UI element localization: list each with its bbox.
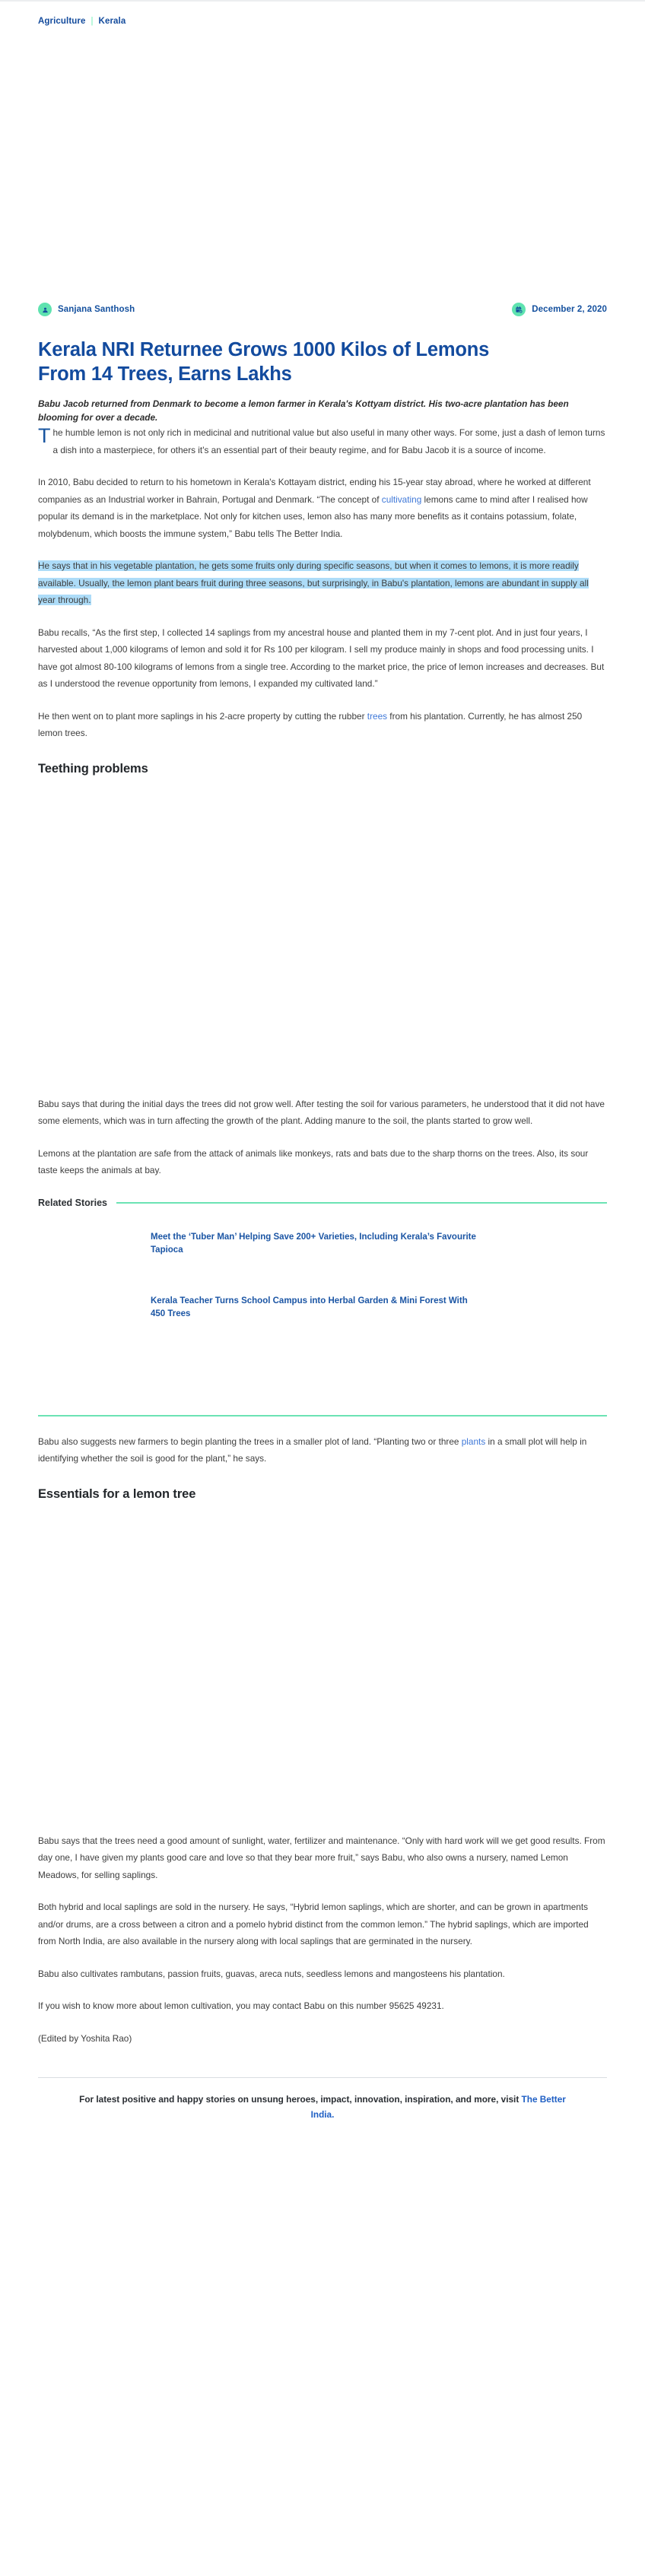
selected-text: He says that in his vegetable plantation, he gets some fruits only during specific seasons, but when it comes to lemons, it is more readily available. Usually, the lemon plant bears fruit during three seasons, but surprisingly, in Babu's plantation, lemons are abundant in supply all year through. xyxy=(38,560,589,605)
related-stories-label: Related Stories xyxy=(38,1197,108,1208)
paragraph-4: Babu recalls, “As the first step, I collected 14 saplings from my ancestral house and planted them in my 7-cent plot. And in just four years, I harvested about 1,000 kilograms of lemon and sold it for Rs 100 per kilogram. I sell my produce mainly in shops and food processing units. I have got almost 80-100 kilograms of lemons from a single tree. According to the market price, the price of lemon increases and decreases. But as I understood the revenue opportunity from lemons, I expanded my cultivated land.” xyxy=(38,627,605,689)
page-title: Kerala NRI Returnee Grows 1000 Kilos of Lemons From 14 Trees, Earns Lakhs xyxy=(38,339,490,385)
related-stories-header xyxy=(38,1198,607,1208)
author-name: Sanjana Santhosh xyxy=(58,305,135,314)
date-block xyxy=(512,303,607,316)
paragraph-2-text-b: lemons came to mind after I realised how popular its demand is in the marketplace. Not only for kitchen uses, lemon also has many more benefits as it contains potassium, folate, molybdenum, which boosts the immune system,” Babu tells The Better India. xyxy=(38,493,588,539)
paragraph-13-editor-credit: (Edited by Yoshita Rao) xyxy=(38,2032,132,2044)
related-story-thumbnail xyxy=(38,1214,135,1269)
paragraph-1-text: he humble lemon is not only rich in medicinal and nutritional value but also useful in many other ways. For some, just a dash of lemon turns a dish into a masterpiece, for others it's an essential part of their beauty regime, and for Babu Jacob it is a source of income. xyxy=(52,427,605,455)
author-block[interactable] xyxy=(38,303,135,316)
breadcrumb-separator: | xyxy=(91,17,94,26)
related-stories-bottom-rule xyxy=(38,1415,607,1416)
paragraph-8-text-b: in a small plot will help in identifying whether the soil is good for the plant,” he says. xyxy=(38,1436,587,1464)
link-cultivating[interactable]: cultivating xyxy=(381,493,422,505)
paragraph-2-text-a: In 2010, Babu decided to return to his hometown in Kerala's Kottayam district, ending his 15-year stay abroad, where he worked at different companies as an Industrial worker in Bahrain, Portugal and Denmark. “The concept of xyxy=(38,477,591,505)
inline-image-placeholder-2 xyxy=(38,1502,607,1832)
paragraph-5-text-b: from his plantation. Currently, he has almost 250 lemon trees. xyxy=(38,710,583,738)
inline-image-placeholder-1 xyxy=(38,776,607,1096)
paragraph-9: Babu says that the trees need a good amount of sunlight, water, fertilizer and maintenance. “Only with hard work will we get good results. From day one, I have given my plants good care and love so that they bear more fruit,” says Babu, who also owns a nursery, named Lemon Meadows, for selling saplings. xyxy=(38,1835,605,1880)
calendar-clock-icon xyxy=(512,303,526,316)
paragraph-8 xyxy=(38,1433,607,1467)
section-heading-essentials: Essentials for a lemon tree xyxy=(38,1486,196,1501)
related-stories xyxy=(38,1198,607,1416)
paragraph-11: Babu also cultivates rambutans, passion fruits, guavas, areca nuts, seedless lemons and mangosteens his plantation. xyxy=(38,1968,505,1979)
paragraph-6: Babu says that during the initial days the trees did not grow well. After testing the soil for various parameters, he understood that it did not have some elements, which was in turn affecting the growth of the plant. Adding manure to the soil, the plants started to grow well. xyxy=(38,1098,605,1126)
article-byline xyxy=(0,298,645,321)
breadcrumb-item-kerala[interactable]: Kerala xyxy=(98,17,126,26)
paragraph-1 xyxy=(38,424,607,458)
list-item[interactable] xyxy=(38,1278,607,1342)
related-story-thumbnail xyxy=(38,1278,135,1333)
footer-cta xyxy=(38,2078,607,2137)
article-standfirst: Babu Jacob returned from Denmark to become a lemon farmer in Kerala's Kottyam district. His two-acre plantation has been blooming for over a decade. xyxy=(38,398,569,423)
link-plants[interactable]: plants xyxy=(461,1436,486,1447)
hero-image-placeholder xyxy=(0,26,645,293)
publish-date: December 2, 2020 xyxy=(532,305,607,314)
paragraph-5 xyxy=(38,708,607,742)
top-divider xyxy=(0,0,645,2)
footer-brand-link[interactable]: The Better India. xyxy=(310,2094,566,2120)
paragraph-7: Lemons at the plantation are safe from the attack of animals like monkeys, rats and bats due to the sharp thorns on the trees. Also, its sour taste keeps the animals at bay. xyxy=(38,1147,589,1175)
paragraph-3-highlighted xyxy=(38,557,607,609)
paragraph-10: Both hybrid and local saplings are sold in the nursery. He says, “Hybrid lemon saplings, which are shorter, and can be grown in apartments and/or drums, are a cross between a citron and a pomelo hybrid distinct from the common lemon.” The hybrid saplings, which are imported from North India, are also available in the nursery along with local saplings that are germinated in the nursery. xyxy=(38,1902,589,1946)
related-story-title[interactable]: Kerala Teacher Turns School Campus into Herbal Garden & Mini Forest With 450 Trees xyxy=(151,1296,468,1318)
related-stories-rule xyxy=(116,1202,607,1204)
user-avatar-icon xyxy=(38,303,52,316)
paragraph-5-text-a: He then went on to plant more saplings in his 2-acre property by cutting the rubber xyxy=(38,710,367,722)
paragraph-2 xyxy=(38,474,607,542)
related-stories-trailing-space xyxy=(38,1342,607,1407)
section-heading-teething-problems: Teething problems xyxy=(38,761,148,776)
paragraph-12: If you wish to know more about lemon cultivation, you may contact Babu on this number 95625 49231. xyxy=(38,2000,444,2011)
footer-cta-text: For latest positive and happy stories on unsung heroes, impact, innovation, inspiration, and more, visit xyxy=(79,2094,522,2105)
list-item[interactable] xyxy=(38,1214,607,1278)
related-story-title[interactable]: Meet the ‘Tuber Man’ Helping Save 200+ Varieties, Including Kerala’s Favourite Tapioca xyxy=(151,1232,476,1255)
link-trees[interactable]: trees xyxy=(367,710,388,722)
drop-cap: T xyxy=(38,424,51,447)
breadcrumb xyxy=(0,0,645,26)
breadcrumb-item-agriculture[interactable]: Agriculture xyxy=(38,17,86,26)
paragraph-8-text-a: Babu also suggests new farmers to begin planting the trees in a smaller plot of land. “Planting two or three xyxy=(38,1436,462,1447)
article-body xyxy=(0,338,645,2137)
